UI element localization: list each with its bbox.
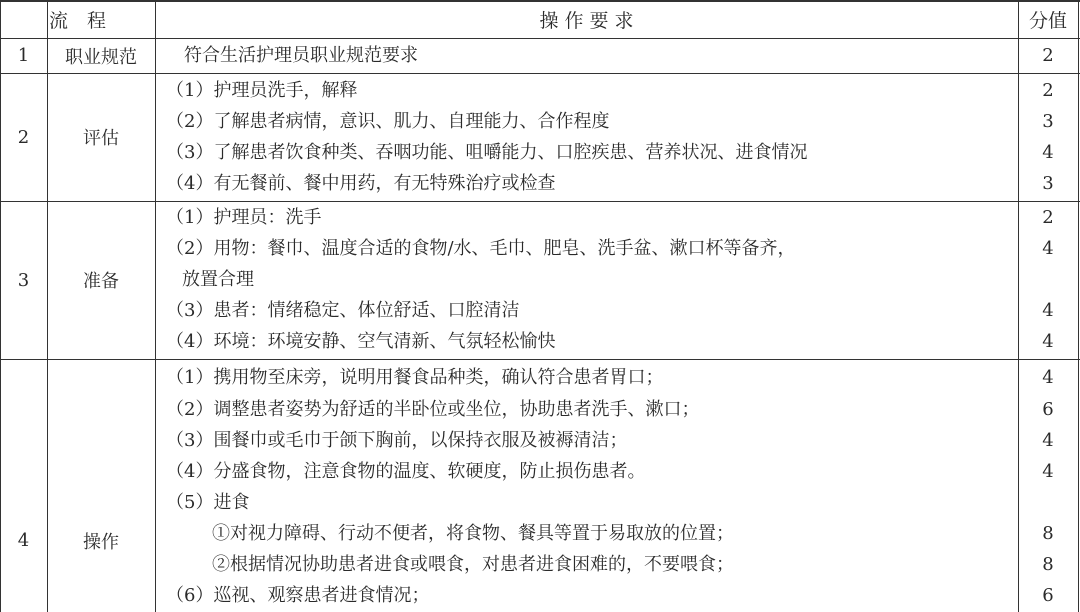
requirement-line: （2）了解患者病情，意识、肌力、自理能力、合作程度	[166, 111, 610, 132]
score-value: 3	[1042, 173, 1054, 194]
score-value: 8	[1042, 523, 1054, 544]
score-value: 3	[1042, 111, 1054, 132]
section-name: 评估	[83, 128, 119, 149]
requirement-line: 符合生活护理员职业规范要求	[184, 45, 418, 66]
requirement-line: （1）携用物至床旁，说明用餐食品种类，确认符合患者胃口；	[166, 367, 664, 388]
score-value: 4	[1042, 367, 1054, 388]
section-number: 1	[17, 45, 30, 66]
score-value: 2	[1042, 45, 1054, 66]
requirement-line: （4）环境：环境安静、空气清新、气氛轻松愉快	[166, 331, 556, 352]
score-value: 4	[1042, 238, 1054, 259]
header-requirement: 操 作 要 求	[539, 9, 634, 32]
score-value: 4	[1042, 142, 1054, 163]
requirement-line: ②根据情况协助患者进食或喂食，对患者进食困难的，不要喂食；	[212, 554, 734, 575]
score-value: 8	[1042, 554, 1054, 575]
score-value: 2	[1042, 207, 1054, 228]
section-number: 4	[17, 530, 30, 551]
header-flow: 流 程	[48, 9, 106, 32]
section-number: 2	[17, 126, 30, 148]
requirement-line: （1）护理员：洗手	[166, 207, 322, 228]
score-value: 4	[1042, 300, 1054, 321]
section-name: 职业规范	[65, 46, 137, 68]
score-value: 4	[1042, 331, 1054, 352]
section-number: 3	[17, 269, 30, 291]
requirement-line: （5）进食	[166, 492, 250, 513]
requirement-line: （4）分盛食物，注意食物的温度、软硬度，防止损伤患者。	[166, 461, 646, 482]
row-3-border	[0, 359, 1080, 360]
requirement-line: （3）患者：情绪稳定、体位舒适、口腔清洁	[166, 300, 520, 321]
requirement-line: （6）巡视、观察患者进食情况；	[166, 585, 430, 606]
score-value: 2	[1042, 80, 1054, 101]
section-name: 操作	[83, 531, 119, 553]
score-value: 6	[1042, 399, 1054, 420]
score-value: 4	[1042, 461, 1054, 482]
table-right-border	[1078, 0, 1079, 612]
score-value: 4	[1042, 430, 1054, 451]
requirement-line: （1）护理员洗手，解释	[166, 80, 358, 101]
header-score: 分值	[1028, 9, 1067, 32]
section-name: 准备	[83, 271, 119, 292]
requirement-line: （3）了解患者饮食种类、吞咽功能、咀嚼能力、口腔疾患、营养状况、进食情况	[166, 142, 808, 163]
requirement-line: （4）有无餐前、餐中用药，有无特殊治疗或检查	[166, 173, 556, 194]
requirement-line: 放置合理	[182, 269, 254, 290]
score-value: 6	[1042, 585, 1054, 606]
requirement-line: （2）用物：餐巾、温度合适的食物/水、毛巾、肥皂、洗手盆、漱口杯等备齐，	[166, 238, 796, 259]
header-bottom-border	[0, 38, 1080, 39]
row-2-border	[0, 201, 1080, 202]
requirement-line: （2）调整患者姿势为舒适的半卧位或坐位，协助患者洗手、漱口；	[166, 399, 700, 420]
requirement-line: ①对视力障碍、行动不便者，将食物、餐具等置于易取放的位置；	[212, 523, 734, 544]
requirement-line: （3）围餐巾或毛巾于颌下胸前，以保持衣服及被褥清洁；	[166, 430, 628, 451]
col-name-border	[155, 0, 156, 612]
row-1-border	[0, 73, 1080, 74]
